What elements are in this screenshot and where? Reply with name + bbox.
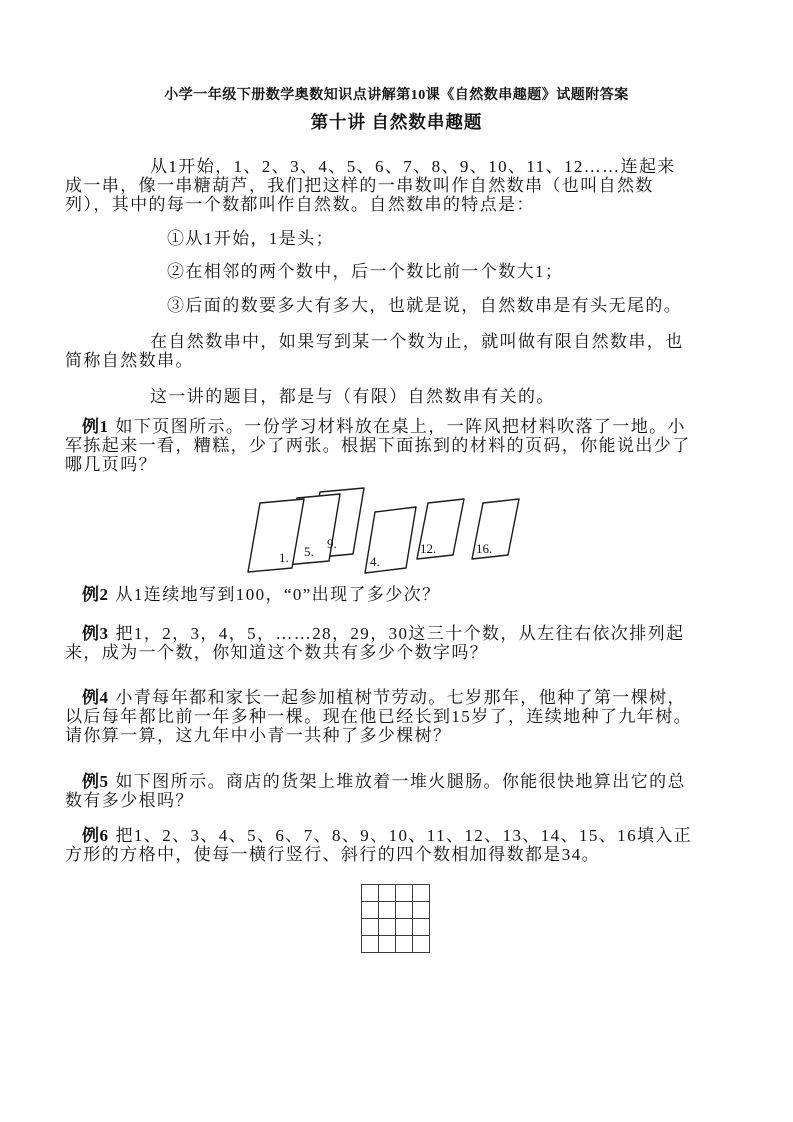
example-5 <box>65 773 693 811</box>
magic-square-grid <box>361 884 430 953</box>
example-6-text: 把1、2、3、4、5、6、7、8、9、10、11、12、13、14、15、16填入正方形的方格中，使每一横行竖行、斜行的四个数相加得数都是34。 <box>65 826 693 864</box>
grid-cell <box>413 885 430 902</box>
paragraph-lead: 这一讲的题目，都是与（有限）自然数串有关的。 <box>150 387 555 406</box>
doc-heading: 第十讲 自然数串趣题 <box>310 112 483 132</box>
page-label-12: 12. <box>420 541 437 556</box>
grid-cell <box>413 902 430 919</box>
example-4-label: 例4 <box>82 688 109 707</box>
feature-item-1: ①从1开始，1是头； <box>167 229 334 248</box>
doc-title: 小学一年级下册数学奥数知识点讲解第10课《自然数串趣题》试题附答案 <box>164 88 629 103</box>
example-5-text: 如下图所示。商店的货架上堆放着一堆火腿肠。你能很快地算出它的总数有多少根吗？ <box>65 772 686 810</box>
feature-item-2: ②在相邻的两个数中，后一个数比前一个数大1； <box>167 262 564 281</box>
fallen-pages-figure <box>240 484 540 579</box>
page-label-16: 16. <box>476 541 493 556</box>
grid-row <box>362 936 430 953</box>
grid-row <box>362 885 430 902</box>
grid-cell <box>396 902 413 919</box>
example-2 <box>65 586 693 605</box>
example-1-label: 例1 <box>82 417 109 436</box>
example-5-label: 例5 <box>82 772 109 791</box>
paragraph-intro: 从1开始，1、2、3、4、5、6、7、8、9、10、11、12……连起来成一串，像一串糖葫芦，我们把这样的一串数叫作自然数串（也叫自然数列），其中的每一个数都叫作自然数。自然数串的特点是： <box>65 157 676 214</box>
page-label-9: 9. <box>327 536 337 551</box>
grid-cell <box>379 936 396 953</box>
grid-cell <box>379 919 396 936</box>
grid-cell <box>362 919 379 936</box>
example-1-text: 如下页图所示。一份学习材料放在桌上，一阵风把材料吹落了一地。小军拣起来一看，糟糕，少了两张。根据下面拣到的材料的页码，你能说出少了哪几页吗？ <box>65 417 691 474</box>
paragraph-finite: 在自然数串中，如果写到某一个数为止，就叫做有限自然数串，也简称自然数串。 <box>65 332 684 370</box>
grid-cell <box>362 936 379 953</box>
grid-cell <box>396 919 413 936</box>
grid-cell <box>413 936 430 953</box>
example-6-label: 例6 <box>82 826 109 845</box>
grid-cell <box>379 885 396 902</box>
example-2-text: 从1连续地写到100，“0”出现了多少次？ <box>115 585 441 604</box>
example-1 <box>65 418 693 474</box>
example-3-text: 把1，2，3，4，5，……28，29，30这三十个数，从左往右依次排列起来，成为一个数，你知道这个数共有多少个数字吗？ <box>65 624 685 662</box>
example-4-text: 小青每年都和家长一起参加植树节劳动。七岁那年，他种了第一棵树，以后每年都比前一年多种一棵。现在他已经长到15岁了，连续地种了九年树。请你算一算，这九年中小青一共种了多少棵树？ <box>65 688 692 745</box>
grid-row <box>362 919 430 936</box>
grid-row <box>362 902 430 919</box>
example-2-label: 例2 <box>82 585 109 604</box>
grid-cell <box>413 919 430 936</box>
grid-cell <box>396 885 413 902</box>
grid-cell <box>379 902 396 919</box>
grid-cell <box>362 885 379 902</box>
grid-cell <box>362 902 379 919</box>
example-3-label: 例3 <box>82 624 109 643</box>
example-6 <box>65 827 693 865</box>
page-label-5: 5. <box>304 544 314 559</box>
feature-item-3: ③后面的数要多大有多大，也就是说，自然数串是有头无尾的。 <box>167 296 683 315</box>
page-label-1: 1. <box>279 550 289 565</box>
grid-cell <box>396 936 413 953</box>
example-3 <box>65 625 693 663</box>
example-4 <box>65 689 693 745</box>
page-label-4: 4. <box>370 554 380 569</box>
